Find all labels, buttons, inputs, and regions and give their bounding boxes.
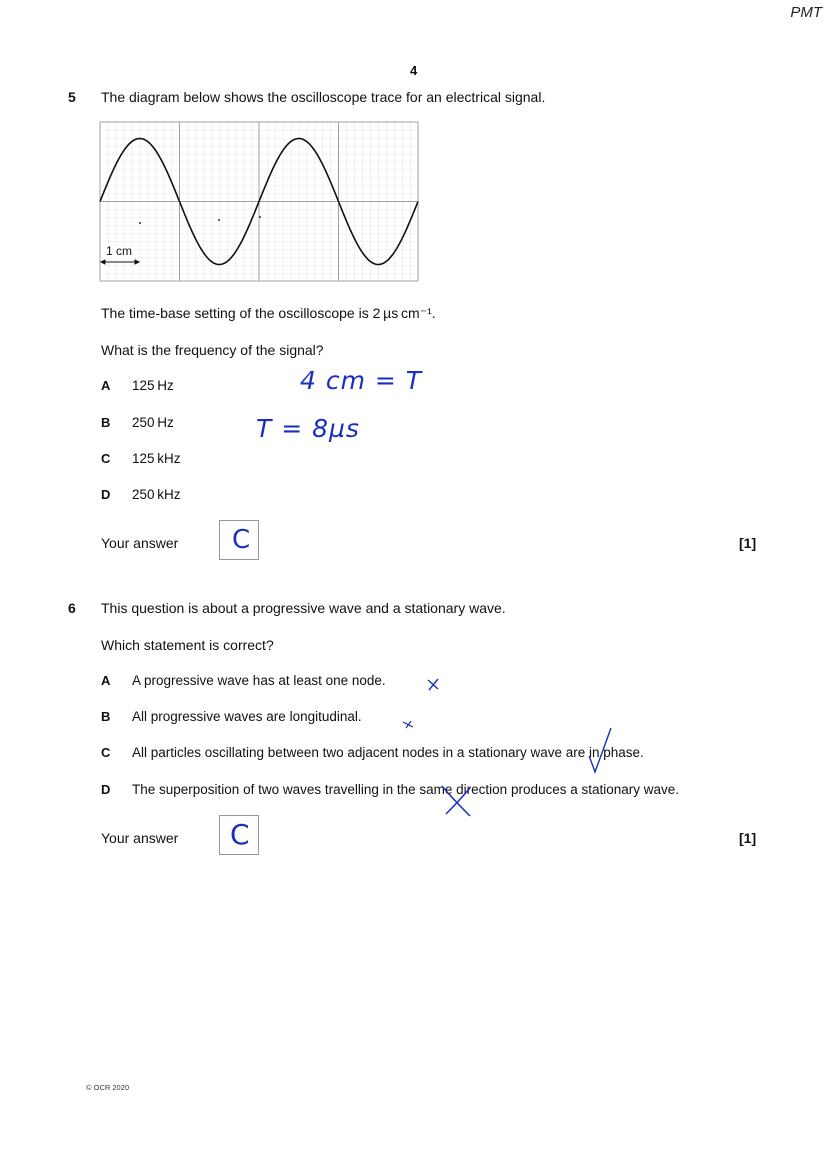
- q6-answer-box[interactable]: [219, 815, 259, 855]
- q5-answer-box[interactable]: [219, 520, 259, 560]
- handwritten-cross-a: [426, 677, 440, 691]
- handwritten-note-line2: T = 8µs: [256, 414, 360, 443]
- q5-option-a-letter: A: [101, 378, 111, 393]
- q5-marks: [1]: [739, 535, 757, 551]
- handwritten-note-line1: 4 cm = T: [300, 366, 423, 395]
- q6-option-c-text: All particles oscillating between two adjacent nodes in a stationary wave are in phase.: [132, 745, 644, 760]
- q6-option-b-letter: B: [101, 709, 111, 724]
- q6-option-d-text: The superposition of two waves travelling in the same direction produces a stationary wave.: [132, 782, 680, 797]
- q6-option-d-letter: D: [101, 782, 111, 797]
- q5-option-d-letter: D: [101, 487, 111, 502]
- question-5-number: 5: [68, 89, 76, 105]
- q5-answer-label: Your answer: [101, 535, 179, 551]
- q5-option-b-letter: B: [101, 415, 111, 430]
- q5-handwritten-answer: C: [232, 525, 251, 555]
- question-6-number: 6: [68, 600, 76, 616]
- pmt-watermark: PMT: [790, 4, 822, 21]
- q5-option-a-text: 125 Hz: [132, 378, 174, 393]
- trace-dot: [218, 219, 220, 221]
- q5-option-c-text: 125 kHz: [132, 451, 181, 466]
- oscilloscope-trace: [100, 122, 418, 282]
- question-6-text: Which statement is correct?: [101, 637, 274, 653]
- q5-option-d-text: 250 kHz: [132, 487, 181, 502]
- q5-option-c-letter: C: [101, 451, 111, 466]
- handwritten-tick-c: [585, 726, 617, 776]
- copyright-footer: © OCR 2020: [86, 1083, 130, 1092]
- question-5-text: What is the frequency of the signal?: [101, 342, 324, 358]
- handwritten-cross-d: [440, 784, 476, 818]
- q6-handwritten-answer: C: [230, 818, 250, 851]
- question-6-intro: This question is about a progressive wave and a stationary wave.: [101, 600, 506, 616]
- page-number: 4: [410, 63, 418, 78]
- q6-marks: [1]: [739, 830, 757, 846]
- q6-option-a-text: A progressive wave has at least one node.: [132, 673, 386, 688]
- timebase-text: The time-base setting of the oscilloscope is 2 µs cm⁻¹.: [101, 305, 436, 321]
- q5-option-b-text: 250 Hz: [132, 415, 174, 430]
- trace-dot: [139, 222, 141, 224]
- q6-option-c-letter: C: [101, 745, 111, 760]
- question-5-intro: The diagram below shows the oscilloscope trace for an electrical signal.: [101, 89, 546, 105]
- q6-option-b-text: All progressive waves are longitudinal.: [132, 709, 362, 724]
- trace-dot: [259, 216, 261, 218]
- scale-label: 1 cm: [106, 244, 133, 258]
- q6-option-a-letter: A: [101, 673, 111, 688]
- q6-answer-label: Your answer: [101, 830, 179, 846]
- handwritten-cross-b: [402, 720, 414, 730]
